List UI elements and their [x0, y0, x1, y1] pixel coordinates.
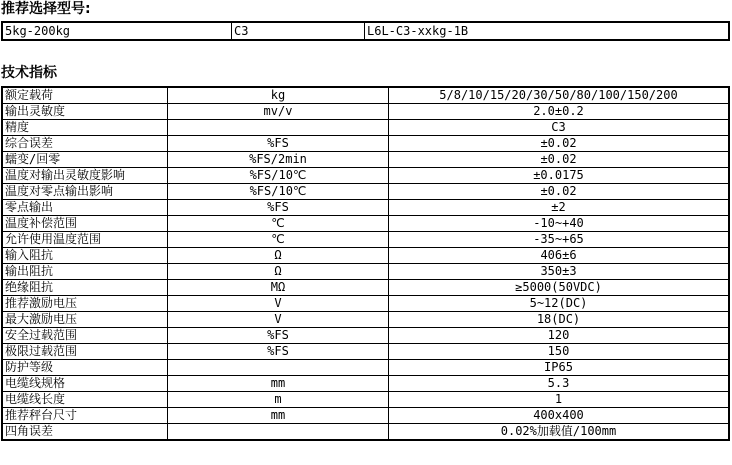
spec-name-cell: 温度对输出灵敏度影响 — [2, 168, 168, 184]
spec-table-row — [2, 312, 729, 328]
spec-unit-cell: %FS/10℃ — [168, 184, 389, 200]
spec-name-cell: 绝缘阻抗 — [2, 280, 168, 296]
spec-table-row — [2, 360, 729, 376]
spec-value-cell: -35~+65 — [389, 232, 730, 248]
spec-table-row — [2, 344, 729, 360]
model-table-body — [2, 22, 729, 40]
spec-name-cell: 允许使用温度范围 — [2, 232, 168, 248]
spec-value-cell: ±0.02 — [389, 184, 730, 200]
spec-name-cell: 温度对零点输出影响 — [2, 184, 168, 200]
spec-value-cell: 1 — [389, 392, 730, 408]
model-table — [1, 21, 730, 41]
spec-unit-cell: ℃ — [168, 232, 389, 248]
spec-unit-cell: Ω — [168, 248, 389, 264]
spec-table — [1, 86, 730, 441]
spec-name-cell: 输出灵敏度 — [2, 104, 168, 120]
spec-value-cell: ±0.02 — [389, 152, 730, 168]
spec-name-cell: 精度 — [2, 120, 168, 136]
spec-unit-cell: %FS/2min — [168, 152, 389, 168]
model-range-cell: 5kg-200kg — [2, 22, 232, 40]
spec-unit-cell: kg — [168, 87, 389, 104]
spec-table-row — [2, 408, 729, 424]
model-accuracy-cell: C3 — [232, 22, 365, 40]
spec-table-row — [2, 184, 729, 200]
spec-name-cell: 推荐激励电压 — [2, 296, 168, 312]
spec-name-cell: 输入阻抗 — [2, 248, 168, 264]
spec-table-row — [2, 87, 729, 104]
spec-value-cell: 0.02%加载值/100mm — [389, 424, 730, 441]
spec-table-row — [2, 376, 729, 392]
technical-specs-title: 技术指标 — [1, 65, 57, 81]
spec-unit-cell: %FS — [168, 328, 389, 344]
spec-table-row — [2, 104, 729, 120]
spec-value-cell: -10~+40 — [389, 216, 730, 232]
spec-table-body — [2, 87, 729, 440]
spec-value-cell: 120 — [389, 328, 730, 344]
spec-name-cell: 电缆线长度 — [2, 392, 168, 408]
spec-name-cell: 最大激励电压 — [2, 312, 168, 328]
spec-name-cell: 推荐秤台尺寸 — [2, 408, 168, 424]
spec-name-cell: 输出阻抗 — [2, 264, 168, 280]
spec-unit-cell: %FS — [168, 200, 389, 216]
spec-name-cell: 电缆线规格 — [2, 376, 168, 392]
spec-unit-cell: MΩ — [168, 280, 389, 296]
spec-name-cell: 综合误差 — [2, 136, 168, 152]
spec-value-cell: 2.0±0.2 — [389, 104, 730, 120]
spec-value-cell: 18(DC) — [389, 312, 730, 328]
spec-table-row — [2, 136, 729, 152]
spec-unit-cell: ℃ — [168, 216, 389, 232]
spec-table-row — [2, 280, 729, 296]
spec-unit-cell: %FS — [168, 136, 389, 152]
spec-value-cell: 150 — [389, 344, 730, 360]
spec-table-row — [2, 120, 729, 136]
spec-table-row — [2, 264, 729, 280]
spec-value-cell: 5~12(DC) — [389, 296, 730, 312]
spec-value-cell: 350±3 — [389, 264, 730, 280]
spec-table-row — [2, 328, 729, 344]
spec-unit-cell — [168, 120, 389, 136]
spec-value-cell: 5.3 — [389, 376, 730, 392]
model-number-cell: L6L-C3-xxkg-1B — [365, 22, 730, 40]
spec-table-row — [2, 152, 729, 168]
spec-table-row — [2, 200, 729, 216]
spec-table-row — [2, 216, 729, 232]
spec-table-row — [2, 424, 729, 441]
spec-table-row — [2, 168, 729, 184]
spec-table-row — [2, 296, 729, 312]
spec-value-cell: 406±6 — [389, 248, 730, 264]
spec-unit-cell: mm — [168, 376, 389, 392]
spec-value-cell: ±0.0175 — [389, 168, 730, 184]
spec-unit-cell: %FS — [168, 344, 389, 360]
spec-value-cell: 400x400 — [389, 408, 730, 424]
spec-name-cell: 四角误差 — [2, 424, 168, 441]
spec-name-cell: 防护等级 — [2, 360, 168, 376]
spec-value-cell: ±0.02 — [389, 136, 730, 152]
spec-unit-cell: V — [168, 312, 389, 328]
spec-unit-cell: m — [168, 392, 389, 408]
spec-unit-cell — [168, 360, 389, 376]
model-table-row — [2, 22, 729, 40]
spec-value-cell: ≥5000(50VDC) — [389, 280, 730, 296]
spec-name-cell: 蠕变/回零 — [2, 152, 168, 168]
spec-table-row — [2, 248, 729, 264]
spec-value-cell: 5/8/10/15/20/30/50/80/100/150/200 — [389, 87, 730, 104]
spec-name-cell: 安全过载范围 — [2, 328, 168, 344]
spec-name-cell: 零点输出 — [2, 200, 168, 216]
spec-name-cell: 温度补偿范围 — [2, 216, 168, 232]
spec-value-cell: C3 — [389, 120, 730, 136]
spec-unit-cell: mm — [168, 408, 389, 424]
spec-table-row — [2, 392, 729, 408]
spec-name-cell: 额定载荷 — [2, 87, 168, 104]
spec-name-cell: 极限过载范围 — [2, 344, 168, 360]
spec-unit-cell — [168, 424, 389, 441]
spec-unit-cell: Ω — [168, 264, 389, 280]
spec-value-cell: ±2 — [389, 200, 730, 216]
spec-unit-cell: %FS/10℃ — [168, 168, 389, 184]
spec-unit-cell: V — [168, 296, 389, 312]
spec-unit-cell: mv/v — [168, 104, 389, 120]
spec-table-row — [2, 232, 729, 248]
spec-value-cell: IP65 — [389, 360, 730, 376]
recommended-model-title: 推荐选择型号: — [1, 1, 91, 17]
